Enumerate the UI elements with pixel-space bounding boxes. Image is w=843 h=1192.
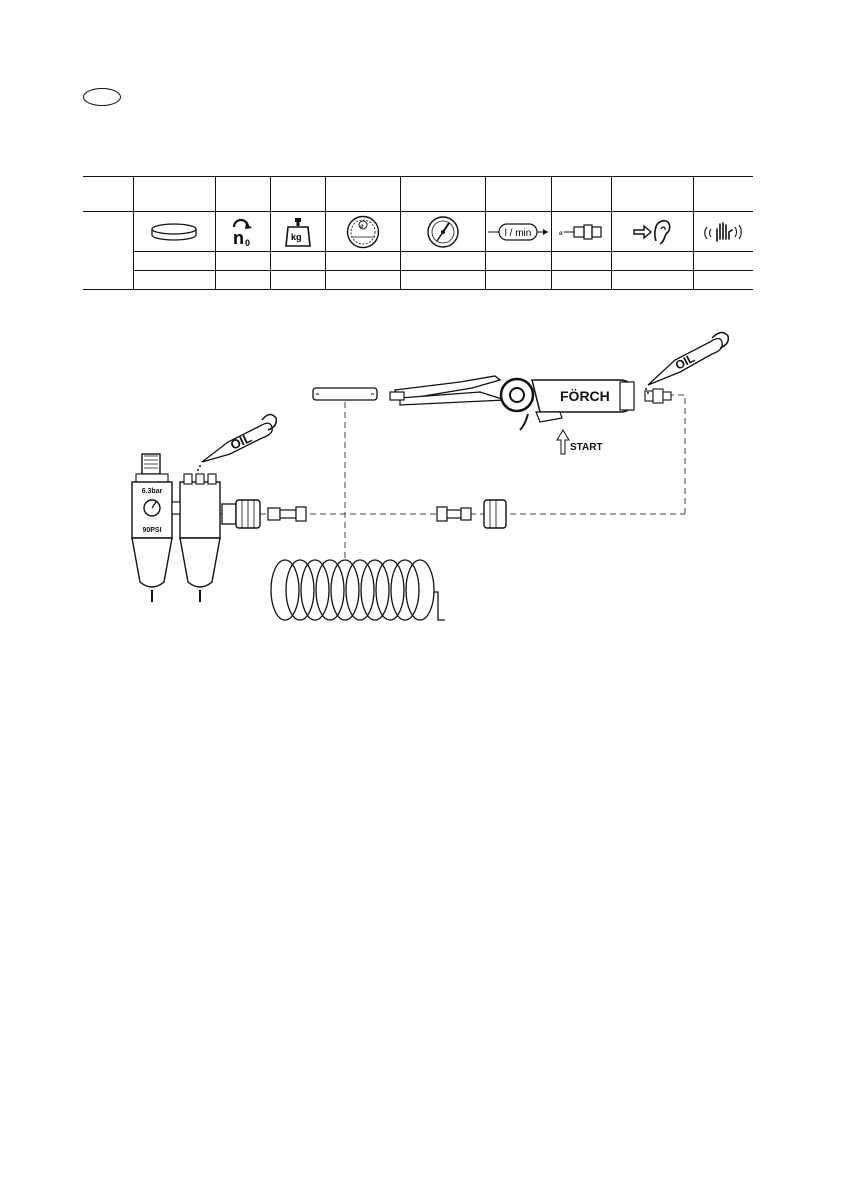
quick-coupler — [484, 500, 506, 528]
oil-label: OIL — [227, 429, 254, 453]
header-cell — [133, 177, 215, 212]
svg-text:ø: ø — [559, 230, 563, 237]
start-indicator — [557, 430, 603, 454]
svg-text:ø: ø — [359, 223, 364, 230]
belt-icon — [149, 221, 199, 243]
air-consumption-icon — [487, 222, 549, 242]
spec-value-row — [83, 252, 753, 271]
wheel-diameter-icon — [346, 215, 380, 249]
header-cell — [83, 177, 133, 212]
spec-header-row — [83, 177, 753, 212]
noise-level-icon — [632, 217, 672, 247]
hose-segment — [313, 388, 377, 400]
brand-logo: FÖRCH — [560, 388, 610, 404]
filter-regulator-unit — [132, 454, 220, 602]
header-cell — [270, 177, 325, 212]
header-cell — [215, 177, 270, 212]
header-cell — [400, 177, 485, 212]
air-inlet-icon — [558, 223, 604, 241]
belt-sander-tool — [390, 376, 634, 430]
plug-nipple — [268, 507, 306, 521]
svg-text:0: 0 — [244, 237, 250, 247]
start-label: START — [570, 442, 603, 453]
oil-can-icon — [645, 332, 728, 394]
svg-text:l / min: l / min — [504, 227, 532, 239]
header-cell — [325, 177, 400, 212]
spec-icon-row — [83, 212, 753, 252]
coiled-air-hose — [271, 560, 445, 620]
model-cell — [83, 212, 133, 290]
air-supply-diagram — [100, 330, 750, 630]
svg-text:kg: kg — [290, 231, 302, 242]
vibration-icon — [703, 219, 743, 245]
oil-label: OIL — [672, 350, 698, 373]
svg-text:n: n — [232, 227, 244, 247]
weight-icon — [285, 217, 311, 247]
oil-can-icon — [197, 414, 276, 471]
spec-value-row — [83, 271, 753, 290]
header-cell — [485, 177, 551, 212]
language-badge — [83, 88, 121, 106]
tool-inlet-fitting — [645, 389, 671, 403]
psi-label: 90PSI — [142, 527, 162, 534]
pressure-label: 6.3bar — [141, 488, 163, 495]
quick-coupler — [222, 500, 260, 528]
pressure-gauge-icon — [426, 215, 460, 249]
speed-icon — [228, 217, 258, 247]
spec-table — [83, 176, 753, 290]
header-cell — [551, 177, 611, 212]
plug-nipple — [437, 507, 471, 521]
header-cell — [611, 177, 693, 212]
header-cell — [693, 177, 753, 212]
dashed-air-lines — [220, 395, 685, 558]
